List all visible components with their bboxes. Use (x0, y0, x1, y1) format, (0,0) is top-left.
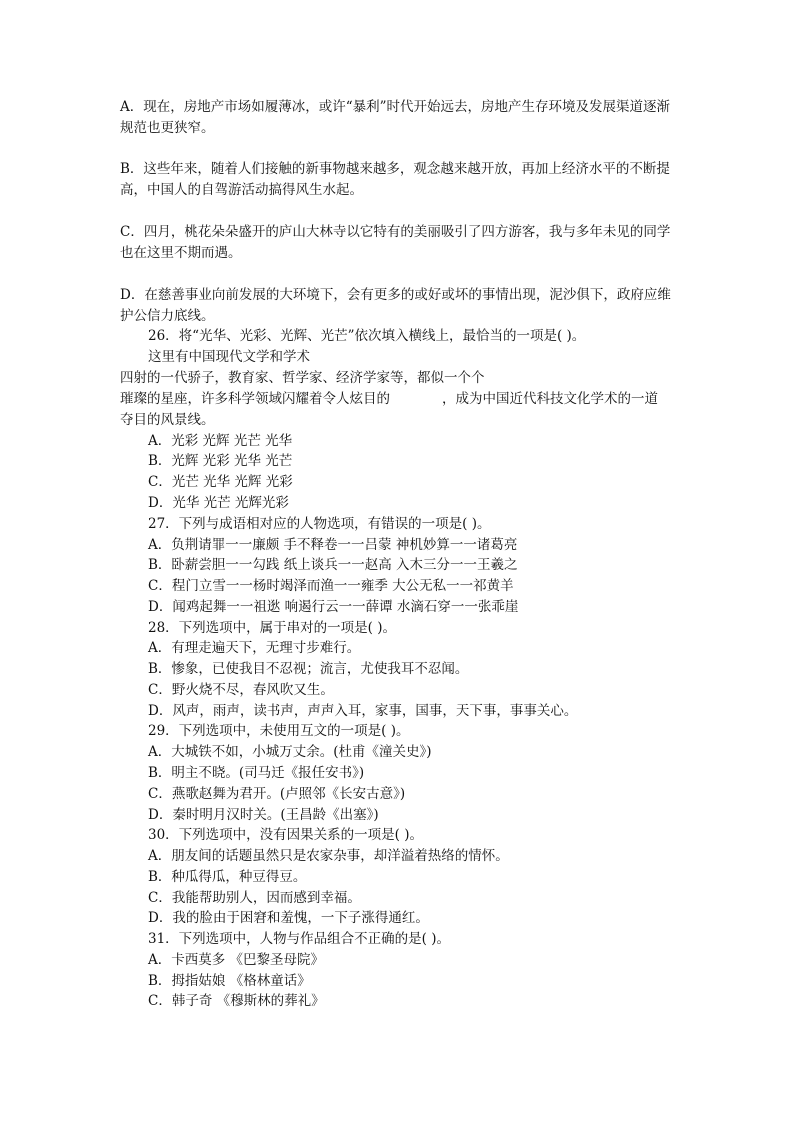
option-a: A．卡西莫多 《巴黎圣母院》 (148, 952, 325, 968)
option-b: B．种瓜得瓜，种豆得豆。 (148, 869, 307, 885)
question-31-stem: 31．下列选项中，人物与作品组合不正确的是( )。 (148, 931, 451, 947)
paragraph-c: C．四月，桃花朵朵盛开的庐山大林寺以它特有的美丽吸引了四方游客，我与多年未见的同学也在这里不期而遇。 (120, 224, 671, 261)
question-27-stem: 27．下列与成语相对应的人物选项，有错误的一项是( )。 (148, 516, 491, 532)
option-a: A．有理走遍天下，无理寸步难行。 (148, 640, 361, 656)
question-29-stem: 29．下列选项中，未使用互文的一项是( )。 (148, 723, 410, 739)
passage-text: ，成为中国近代科技文化学术的一道 (442, 391, 658, 407)
paragraph-a: A．现在，房地产市场如履薄冰，或许“暴利”时代开始远去，房地产生存环境及发展渠道逐渐规范也更狭窄。 (120, 99, 671, 136)
option-b: B．惨象，已使我目不忍视；流言，尤使我耳不忍闻。 (148, 661, 469, 677)
option-a: A．朋友间的话题虽然只是农家杂事，却洋溢着热络的情怀。 (148, 848, 509, 864)
passage-text: 璀璨的星座，许多科学领域闪耀着令人炫目的 (120, 391, 390, 407)
option-a: A．负荆请罪一一廉颇 手不释卷一一吕蒙 神机妙算一一诸葛亮 (148, 537, 518, 553)
question-28-stem: 28．下列选项中，属于串对的一项是( )。 (148, 620, 397, 636)
option-b: B．光辉 光彩 光华 光芒 (148, 453, 293, 469)
paragraph-b: B．这些年来，随着人们接触的新事物越来越多，观念越来越开放，再加上经济水平的不断提高，中国人的自驾游活动搞得风生水起。 (120, 161, 670, 198)
option-c: C．光芒 光华 光辉 光彩 (148, 474, 293, 490)
question-26-passage-line: 夺目的风景线。 (120, 412, 215, 428)
question-26-passage-line (120, 389, 658, 410)
option-c: C．野火烧不尽，春风吹又生。 (148, 682, 334, 698)
option-b: B．拇指姑娘 《格林童话》 (148, 973, 311, 989)
question-26-stem: 26．将“光华、光彩、光辉、光芒”依次填入横线上，最恰当的一项是( )。 (148, 328, 586, 344)
option-d: D．闻鸡起舞一一祖逖 响遏行云一一薛谭 水滴石穿一一张乖崖 (148, 599, 519, 615)
option-d: D．光华 光芒 光辉光彩 (148, 495, 289, 511)
paragraph-d: D．在慈善事业向前发展的大环境下，会有更多的或好或坏的事情出现，泥沙俱下，政府应维护公信力底线。 (120, 287, 671, 324)
question-26-passage-line: 这里有中国现代文学和学术 (148, 349, 310, 365)
option-c: C．我能帮助别人，因而感到幸福。 (148, 890, 361, 906)
option-a: A．大城铁不如，小城万丈余。(杜甫《潼关史》) (148, 744, 432, 760)
option-b: B．卧薪尝胆一一勾践 纸上谈兵一一赵高 入木三分一一王羲之 (148, 557, 518, 573)
option-d: D．风声，雨声，读书声，声声入耳，家事，国事，天下事，事事关心。 (148, 703, 578, 719)
question-26-passage-line: 四射的一代骄子，教育家、哲学家、经济学家等，都似一个个 (120, 370, 485, 386)
question-30-stem: 30．下列选项中，没有因果关系的一项是( )。 (148, 827, 424, 843)
option-c: C．程门立雪一一杨时竭泽而渔一一雍季 大公无私一一祁黄羊 (148, 578, 514, 594)
option-d: D．秦时明月汉时关。(王昌龄《出塞》) (148, 807, 379, 823)
option-a: A．光彩 光辉 光芒 光华 (148, 433, 293, 449)
option-c: C．韩子奇 《穆斯林的葬礼》 (148, 993, 325, 1009)
option-c: C．燕歌赵舞为君开。(卢照邻《长安古意》) (148, 786, 406, 802)
option-b: B．明主不晓。(司马迁《报任安书》) (148, 765, 365, 781)
option-d: D．我的脸由于困窘和羞愧，一下子涨得通红。 (148, 910, 429, 926)
